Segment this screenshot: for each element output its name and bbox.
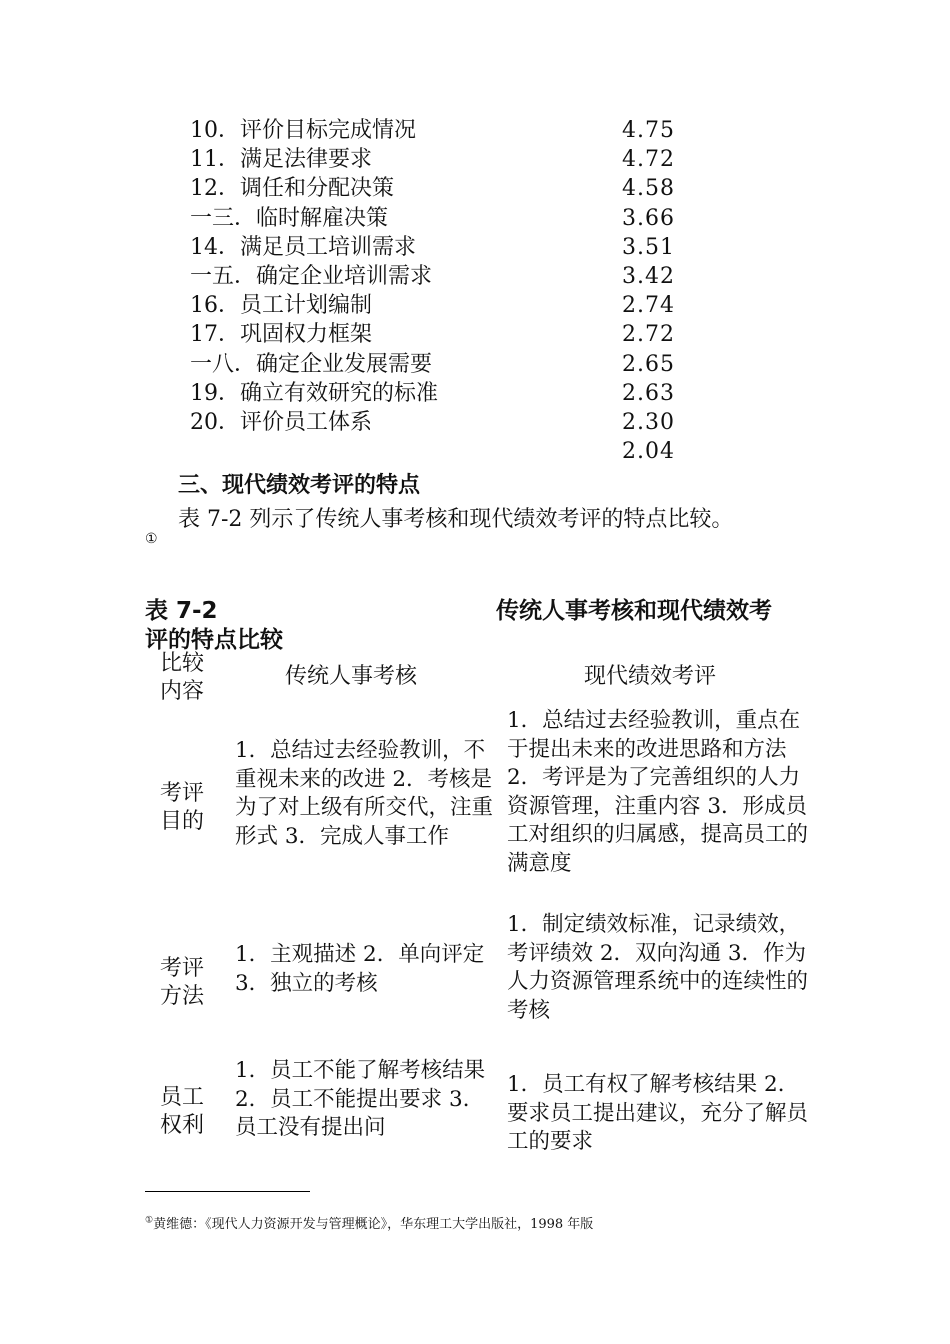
list-item-value: 2.63 — [622, 380, 675, 406]
list-item-label: 19．确立有效研究的标准 — [190, 380, 438, 406]
table-row-category: 考评目的 — [160, 781, 205, 834]
list-item-label: 一八．确定企业发展需要 — [190, 351, 433, 377]
list-item-value: 2.30 — [622, 409, 675, 435]
footnote-reference: ① — [145, 531, 158, 547]
list-item — [190, 145, 690, 174]
list-item — [190, 233, 690, 262]
list-item — [190, 291, 690, 320]
list-item-value: 2.65 — [622, 351, 675, 377]
list-item-value: 2.04 — [622, 439, 675, 465]
list-item-value: 3.66 — [622, 205, 675, 231]
table-caption-number: 表 7-2 — [145, 598, 218, 624]
list-item-label: 17．巩固权力框架 — [190, 322, 372, 348]
list-item-value: 2.74 — [622, 293, 675, 319]
table-cell-traditional: 1．主观描述 2．单向评定 3．独立的考核 — [235, 942, 485, 996]
section-heading: 三、现代绩效考评的特点 — [178, 473, 421, 498]
footnote-separator — [145, 1191, 310, 1192]
list-item-label: 10．评价目标完成情况 — [190, 118, 416, 143]
ranking-list — [190, 116, 690, 466]
list-item-value: 3.42 — [622, 263, 675, 289]
table-cell-modern: 1．制定绩效标准，记录绩效，考评绩效 2．双向沟通 3．作为人力资源管理系统中的连续性的考核 — [507, 912, 809, 1023]
table-cell-traditional: 1．总结过去经验教训，不重视未来的改进 2．考核是为了对上级有所交代，注重形式 3．完成人事工作 — [235, 738, 494, 849]
table-row-category: 员工权利 — [160, 1085, 205, 1138]
list-item — [190, 116, 690, 145]
list-item — [190, 204, 690, 233]
table-caption-title-continued: 评的特点比较 — [145, 627, 283, 653]
list-item-value: 4.75 — [622, 118, 675, 143]
list-item-label: 20．评价员工体系 — [190, 409, 372, 435]
list-item — [190, 174, 690, 203]
intro-paragraph: 表 7-2 列示了传统人事考核和现代绩效考评的特点比较。 — [178, 507, 734, 532]
footnote — [145, 1213, 593, 1232]
table-row-category: 考评方法 — [160, 956, 205, 1009]
list-item-value: 3.51 — [622, 234, 675, 260]
footnote-text: 黄维德：《现代人力资源开发与管理概论》，华东理工大学出版社，1998 年版 — [153, 1217, 594, 1232]
list-item-label: 12．调任和分配决策 — [190, 176, 394, 202]
table-header-traditional: 传统人事考核 — [285, 664, 418, 689]
list-item-label: 14．满足员工培训需求 — [190, 234, 416, 260]
table-cell-traditional: 1．员工不能了解考核结果 2．员工不能提出要求 3．员工没有提出问 — [235, 1058, 486, 1141]
list-item — [190, 262, 690, 291]
list-item — [190, 437, 690, 466]
table-caption-title: 传统人事考核和现代绩效考 — [496, 598, 772, 624]
list-item — [190, 350, 690, 379]
footnote-marker: ① — [145, 1215, 154, 1226]
list-item-label: 一三．临时解雇决策 — [190, 205, 389, 231]
table-cell-modern: 1．总结过去经验教训，重点在于提出未来的改进思路和方法 2．考评是为了完善组织的人力资源管理，注重内容 3．形成员工对组织的归属感，提高员工的满意度 — [507, 708, 809, 876]
list-item — [190, 320, 690, 349]
list-item-value: 4.72 — [622, 147, 675, 173]
list-item-label: 一五．确定企业培训需求 — [190, 263, 433, 289]
list-item — [190, 408, 690, 437]
table-cell-modern: 1．员工有权了解考核结果 2．要求员工提出建议，充分了解员工的要求 — [507, 1072, 809, 1155]
list-item-value: 4.58 — [622, 176, 675, 202]
table-header-category: 比较内容 — [160, 651, 205, 704]
list-item-label: 16．员工计划编制 — [190, 293, 372, 319]
list-item — [190, 379, 690, 408]
list-item-label: 11．满足法律要求 — [190, 147, 372, 173]
list-item-value: 2.72 — [622, 322, 675, 348]
table-header-modern: 现代绩效考评 — [584, 664, 717, 689]
